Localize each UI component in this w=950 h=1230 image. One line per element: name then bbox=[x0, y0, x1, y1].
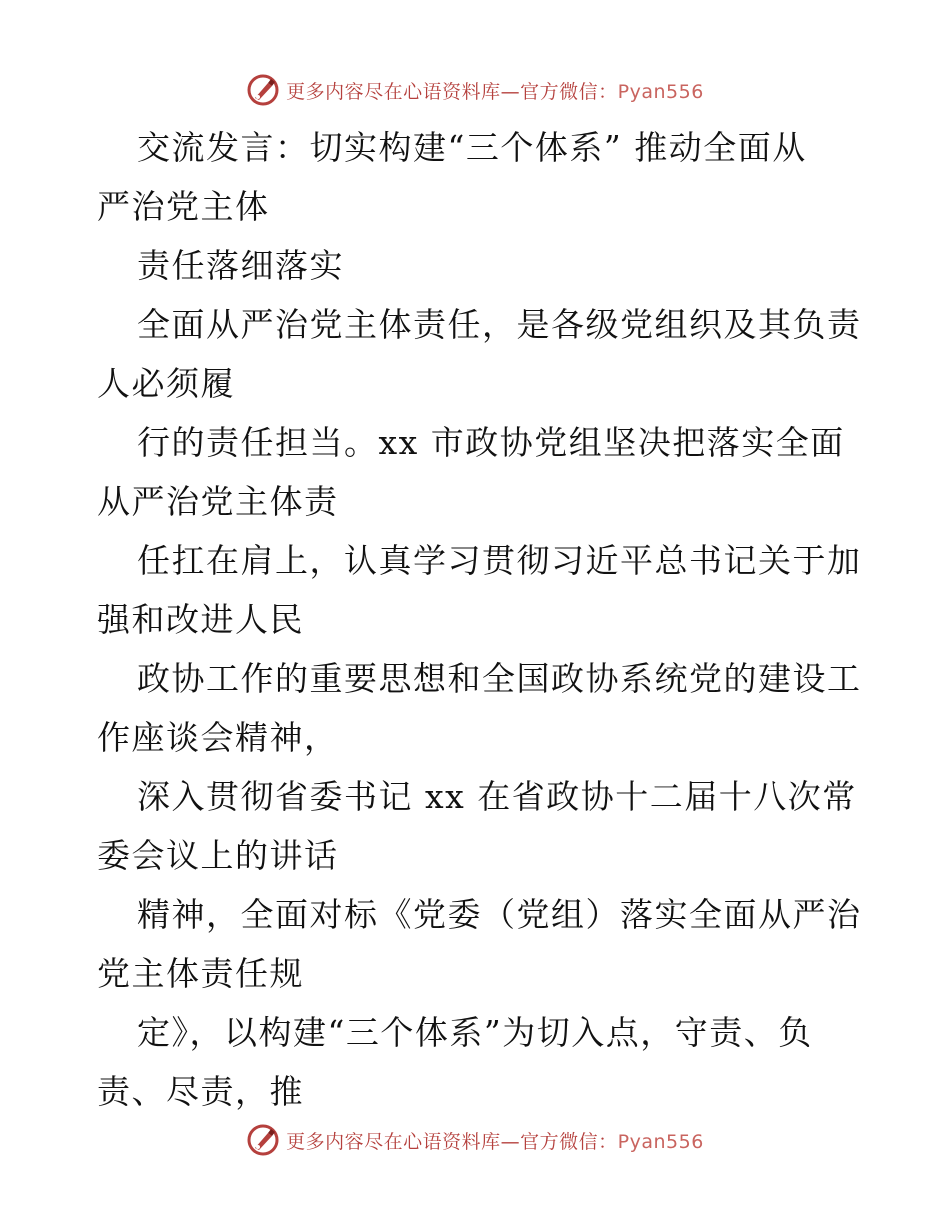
doc-line: 精神，全面对标《党委（党组）落实全面从严治 bbox=[137, 895, 862, 934]
doc-title-line-2: 严治党主体 bbox=[97, 187, 270, 226]
doc-line: 作座谈会精神， bbox=[97, 718, 339, 757]
pen-logo-icon bbox=[246, 73, 280, 107]
header-wechat-id: Pyan556 bbox=[617, 80, 704, 103]
doc-title-line-1: 交流发言：切实构建“三个体系” 推动全面从 bbox=[137, 128, 807, 167]
doc-line: 全面从严治党主体责任，是各级党组织及其负责 bbox=[137, 305, 862, 344]
doc-line: 定》，以构建“三个体系”为切入点，守责、负 bbox=[137, 1013, 813, 1052]
doc-line: 责、尽责，推 bbox=[97, 1072, 304, 1111]
doc-line: 政协工作的重要思想和全国政协系统党的建设工 bbox=[137, 659, 862, 698]
doc-line: 委会议上的讲话 bbox=[97, 836, 339, 875]
doc-line: 从严治党主体责 bbox=[97, 482, 339, 521]
header-banner bbox=[0, 70, 950, 110]
doc-line: 强和改进人民 bbox=[97, 600, 304, 639]
doc-line: 深入贯彻省委书记 xx 在省政协十二届十八次常 bbox=[137, 777, 857, 816]
doc-line: 行的责任担当。xx 市政协党组坚决把落实全面 bbox=[137, 423, 845, 462]
footer-banner-text: 更多内容尽在心语资料库—官方微信：Pyan556 bbox=[286, 1130, 704, 1153]
footer-wechat-id: Pyan556 bbox=[617, 1130, 704, 1153]
doc-line: 党主体责任规 bbox=[97, 954, 304, 993]
footer-banner bbox=[0, 1120, 950, 1160]
doc-line: 责任落细落实 bbox=[137, 246, 344, 285]
header-banner-text: 更多内容尽在心语资料库—官方微信：Pyan556 bbox=[286, 80, 704, 103]
pen-logo-icon bbox=[246, 1123, 280, 1157]
doc-line: 任扛在肩上，认真学习贯彻习近平总书记关于加 bbox=[137, 541, 862, 580]
doc-line: 人必须履 bbox=[97, 364, 235, 403]
document-body bbox=[97, 118, 862, 1121]
